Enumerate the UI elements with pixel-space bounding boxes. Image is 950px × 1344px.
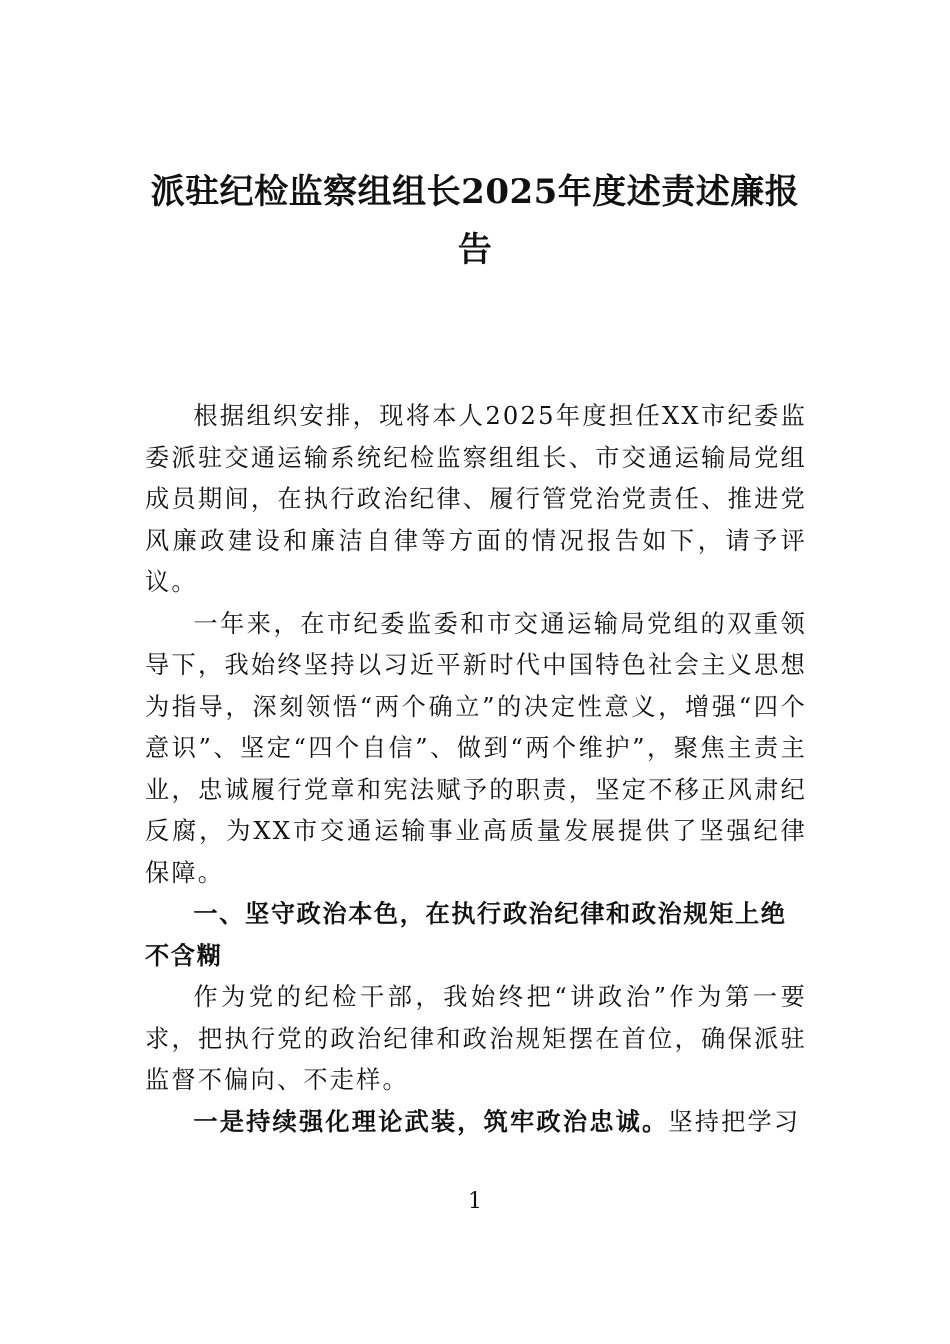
section-heading: 一、坚守政治本色，在执行政治纪律和政治规矩上绝不含糊 [145, 900, 787, 970]
document-body [145, 396, 807, 1143]
section-paragraph: 作为党的纪检干部，我始终把“讲政治”作为第一要求，把执行党的政治纪律和政治规矩摆在首位，确保派驻监督不偏向、不走样。 [145, 983, 807, 1094]
point-one-lead: 一是持续强化理论武装，筑牢政治忠诚。 [193, 1107, 669, 1136]
page-number: 1 [468, 1189, 482, 1214]
point-one-text: 坚持把学习 [668, 1107, 801, 1136]
document-title: 派驻纪检监察组组长2025年度述责述廉报告 [150, 172, 800, 270]
paragraph-intro: 根据组织安排，现将本人2025年度担任XX市纪委监委派驻交通运输系统纪检监察组组长、市交通运输局党组成员期间，在执行政治纪律、履行管党治党责任、推进党风廉政建设和廉洁自律等方面的情况报告如下，请予评议。 [145, 402, 807, 596]
paragraph-summary: 一年来，在市纪委监委和市交通运输局党组的双重领导下，我始终坚持以习近平新时代中国特色社会主义思想为指导，深刻领悟“两个确立”的决定性意义，增强“四个意识”、坚定“四个自信”、做到“两个维护”，聚焦主责主业，忠诚履行党章和宪法赋予的职责，坚定不移正风肃纪反腐，为XX市交通运输事业高质量发展提供了坚强纪律保障。 [145, 609, 807, 887]
paragraph-point-one [145, 1102, 807, 1144]
